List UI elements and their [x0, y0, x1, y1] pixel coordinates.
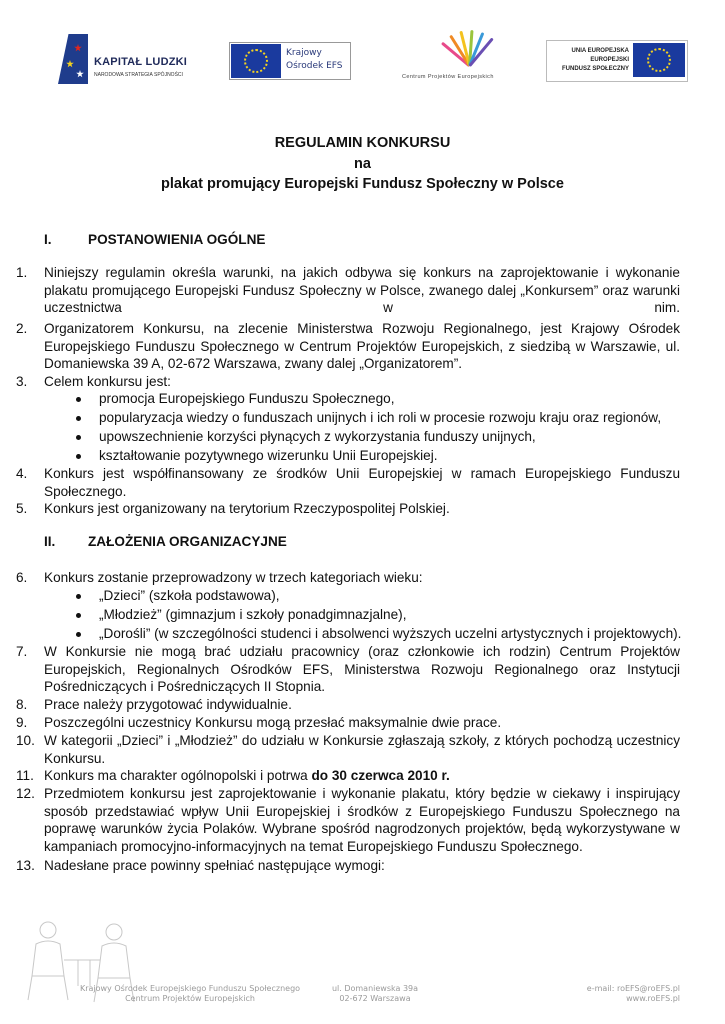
krajowy-osrodek-efs-logo: [229, 42, 351, 80]
category-bullet: „Młodzież” (gimnazjum i szkoły ponadgimnazjalne),: [76, 606, 407, 624]
list-item: 8. Prace należy przygotować indywidualnie.: [16, 697, 292, 712]
goal-bullet: upowszechnienie korzyści płynących z wykorzystania funduszy unijnych,: [76, 428, 536, 446]
list-item: 1. Niniejszy regulamin określa warunki, na jakich odbywa się konkurs na zaprojektowanie i wykonanie plakatu promującego Europejski Fundusz Społeczny w Polsce, zwanego dalej „Konkursem” oraz warunki uczestnictwa w nim.: [16, 265, 680, 315]
kapital-ludzki-title: KAPITAŁ LUDZKI: [94, 56, 188, 68]
page-footer: [0, 916, 725, 1024]
kapital-ludzki-mark-icon: [58, 34, 88, 84]
kos-logo-line2: Ośrodek EFS: [286, 61, 343, 71]
list-item: 13. Nadesłane prace powinny spełniać następujące wymogi:: [16, 858, 385, 873]
category-bullet: „Dorośli” (w szczególności studenci i absolwenci wyższych uczelni artystycznych i projektowych).: [76, 625, 681, 643]
kapital-ludzki-subtitle: NARODOWA STRATEGIA SPÓJNOŚCI: [94, 72, 183, 78]
list-item: 6. Konkurs zostanie przeprowadzony w trzech kategoriach wieku:: [16, 570, 423, 585]
footer-website: www.roEFS.pl: [626, 994, 680, 1003]
header-logos: [0, 26, 725, 86]
list-item: 7. W Konkursie nie mogą brać udziału pracownicy (oraz członkowie ich rodzin) Centrum Projektów Europejskich, Regionalnych Ośrodków EFS, Ministerstwa Rozwoju Regionalnego oraz Instytucji Pośredniczących i Pośredniczących II Stopnia.: [16, 644, 680, 694]
list-item: 4. Konkurs jest współfinansowany ze środków Unii Europejskiej w ramach Europejskiego Funduszu Społecznego.: [16, 466, 680, 499]
star-icon: [66, 60, 74, 68]
footer-organization: Krajowy Ośrodek Europejskiego Funduszu Społecznego Centrum Projektów Europejskich: [79, 984, 301, 1003]
list-item: 12. Przedmiotem konkursu jest zaprojektowanie i wykonanie plakatu, który będzie w ciekawy i inspirujący sposób przedstawiać wpływ Unii Europejskiej i środków z Europejskiego Funduszu Społecznego na poprawę warunków życia Polaków. Wybrane spośród nagrodzonych projektów, będą wykorzystywane w kampaniach promocyjno-informacyjnych na temat Europejskiego Funduszu Społecznego.: [16, 786, 680, 854]
ue-efs-logo: [546, 40, 688, 82]
star-icon: [76, 70, 84, 78]
list-item: 3. Celem konkursu jest:: [16, 374, 171, 389]
cpe-fan-icon: [450, 26, 490, 68]
ue-logo-text: UNIA EUROPEJSKA EUROPEJSKI FUNDUSZ SPOŁECZNY: [561, 48, 629, 72]
goal-bullet: kształtowanie pozytywnego wizerunku Unii Europejskiej.: [76, 447, 438, 465]
list-item: 10. W kategorii „Dzieci” i „Młodzież” do udziału w Konkursie zgłaszają szkoły, z których pochodzą uczestnicy Konkursu.: [16, 733, 680, 766]
eu-flag-icon: [633, 43, 685, 77]
list-item: 11. Konkurs ma charakter ogólnopolski i potrwa do 30 czerwca 2010 r.: [16, 768, 450, 783]
eu-flag-icon: [231, 44, 281, 78]
deadline-date: do 30 czerwca 2010 r.: [311, 768, 450, 783]
doc-title-line3: plakat promujący Europejski Fundusz Społeczny w Polsce: [161, 176, 564, 192]
list-item: 5. Konkurs jest organizowany na terytorium Rzeczypospolitej Polskiej.: [16, 501, 450, 516]
footer-email: e-mail: roEFS@roEFS.pl: [586, 984, 680, 993]
cpe-logo-text: Centrum Projektów Europejskich: [402, 74, 494, 80]
goal-bullet: promocja Europejskiego Funduszu Społecznego,: [76, 390, 394, 408]
kos-logo-line1: Krajowy: [286, 48, 322, 58]
star-icon: [74, 44, 82, 52]
doc-title-line2: na: [354, 156, 371, 172]
list-item: 2. Organizatorem Konkursu, na zlecenie Ministerstwa Rozwoju Regionalnego, jest Krajowy Ośrodek Europejskiego Funduszu Społecznego w Centrum Projektów Europejskich, z siedzibą w Warszawie, ul. Domaniewska 39 A, 02-672 Warszawa, zwany dalej „Organizatorem”.: [16, 321, 680, 371]
footer-contact: [460, 984, 680, 1004]
goal-bullet: popularyzacja wiedzy o funduszach unijnych i ich roli w procesie rozwoju kraju oraz regionów,: [76, 409, 661, 427]
section-heading-2: II. ZAŁOŻENIA ORGANIZACYJNE: [44, 534, 287, 549]
footer-address: ul. Domaniewska 39a 02-672 Warszawa: [331, 984, 419, 1003]
section-heading-1: I. POSTANOWIENIA OGÓLNE: [44, 232, 266, 247]
list-item: 9. Poszczególni uczestnicy Konkursu mogą przesłać maksymalnie dwie prace.: [16, 715, 502, 730]
centrum-projektow-europejskich-logo: [398, 26, 528, 86]
doc-title-line1: REGULAMIN KONKURSU: [274, 135, 451, 151]
kapital-ludzki-logo: [58, 34, 208, 84]
category-bullet: „Dzieci” (szkoła podstawowa),: [76, 587, 280, 605]
